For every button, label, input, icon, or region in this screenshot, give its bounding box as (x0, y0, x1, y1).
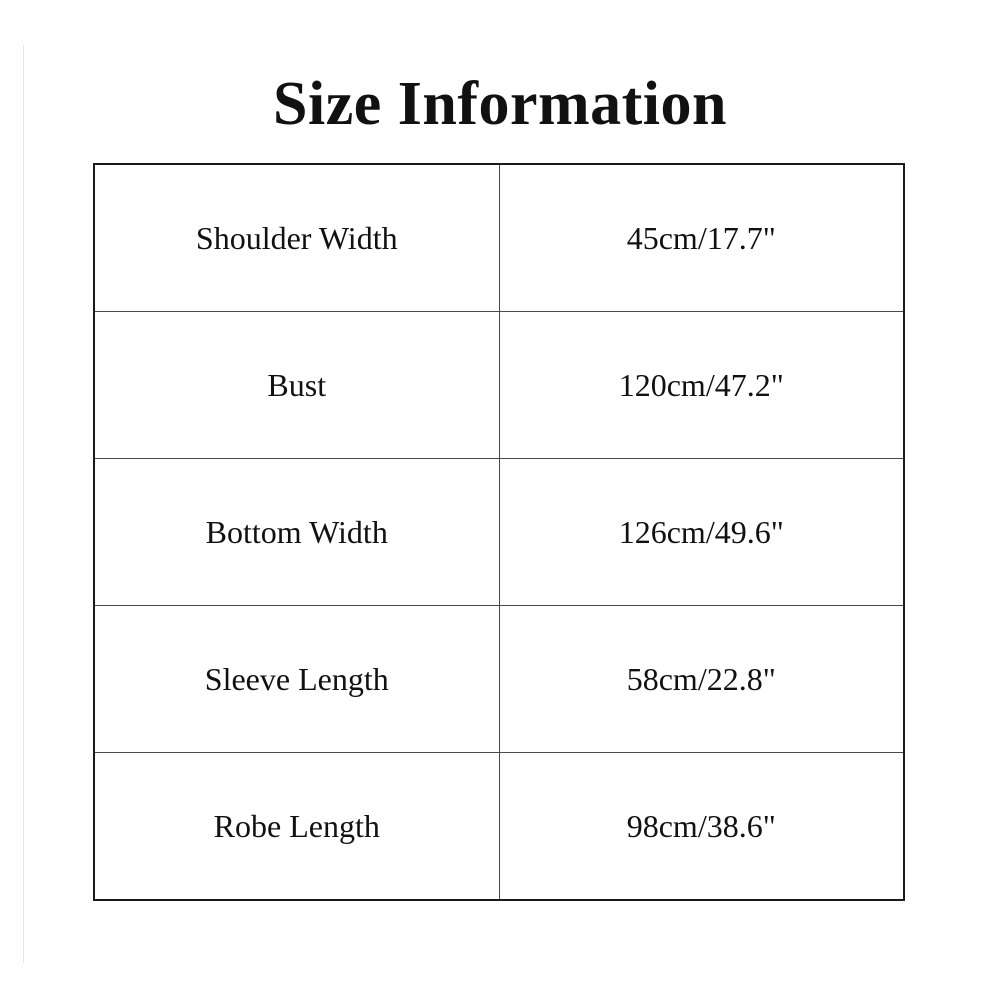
measurement-value: 120cm/47.2" (499, 312, 904, 459)
table-row (94, 164, 904, 312)
measurement-label: Robe Length (94, 753, 499, 901)
measurement-value: 45cm/17.7" (499, 164, 904, 312)
measurement-value: 58cm/22.8" (499, 606, 904, 753)
table-row (94, 753, 904, 901)
left-divider-line (23, 45, 24, 963)
measurement-label: Sleeve Length (94, 606, 499, 753)
measurement-label: Bust (94, 312, 499, 459)
measurement-value: 98cm/38.6" (499, 753, 904, 901)
page-title: Size Information (272, 70, 728, 138)
size-table (93, 163, 905, 901)
table-row (94, 606, 904, 753)
measurement-label: Shoulder Width (94, 164, 499, 312)
measurement-label: Bottom Width (94, 459, 499, 606)
table-row (94, 312, 904, 459)
table-row (94, 459, 904, 606)
measurement-value: 126cm/49.6" (499, 459, 904, 606)
